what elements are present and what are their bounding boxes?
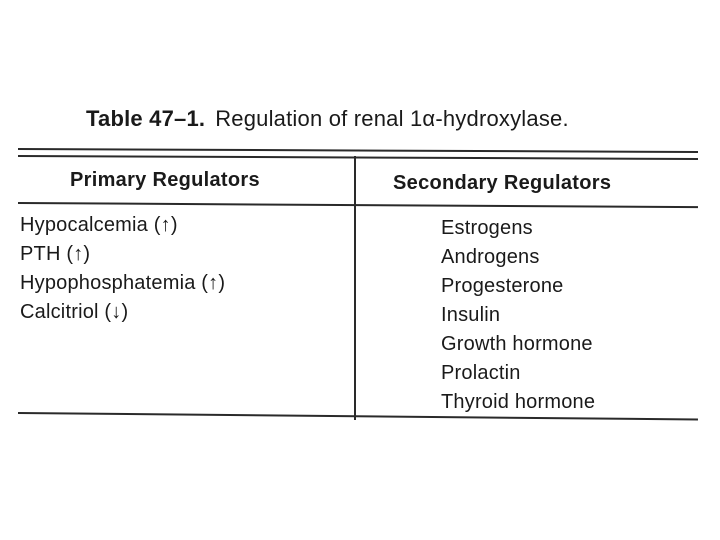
secondary-regulators-header: Secondary Regulators bbox=[393, 172, 612, 194]
secondary-regulators-list bbox=[441, 214, 595, 417]
table-number: Table 47–1. bbox=[86, 106, 206, 131]
column-divider bbox=[354, 156, 356, 420]
header-rule bbox=[18, 202, 698, 208]
list-item: Estrogens bbox=[441, 217, 533, 239]
list-item: Hypophosphatemia (↑) bbox=[20, 272, 226, 294]
top-rule-1 bbox=[18, 148, 698, 153]
list-item: PTH (↑) bbox=[20, 243, 91, 265]
list-item: Hypocalcemia (↑) bbox=[20, 214, 178, 236]
bottom-rule bbox=[18, 412, 698, 421]
list-item: Insulin bbox=[441, 304, 501, 326]
list-item: Progesterone bbox=[441, 275, 564, 297]
list-item: Prolactin bbox=[441, 362, 521, 384]
primary-regulators-header: Primary Regulators bbox=[70, 169, 260, 191]
list-item: Calcitriol (↓) bbox=[20, 301, 129, 323]
primary-regulators-list bbox=[20, 211, 225, 327]
table-title: Regulation of renal 1α-hydroxylase. bbox=[215, 106, 569, 131]
table-caption bbox=[86, 106, 569, 132]
list-item: Growth hormone bbox=[441, 333, 593, 355]
top-rule-2 bbox=[18, 155, 698, 160]
list-item: Androgens bbox=[441, 246, 540, 268]
list-item: Thyroid hormone bbox=[441, 391, 596, 413]
